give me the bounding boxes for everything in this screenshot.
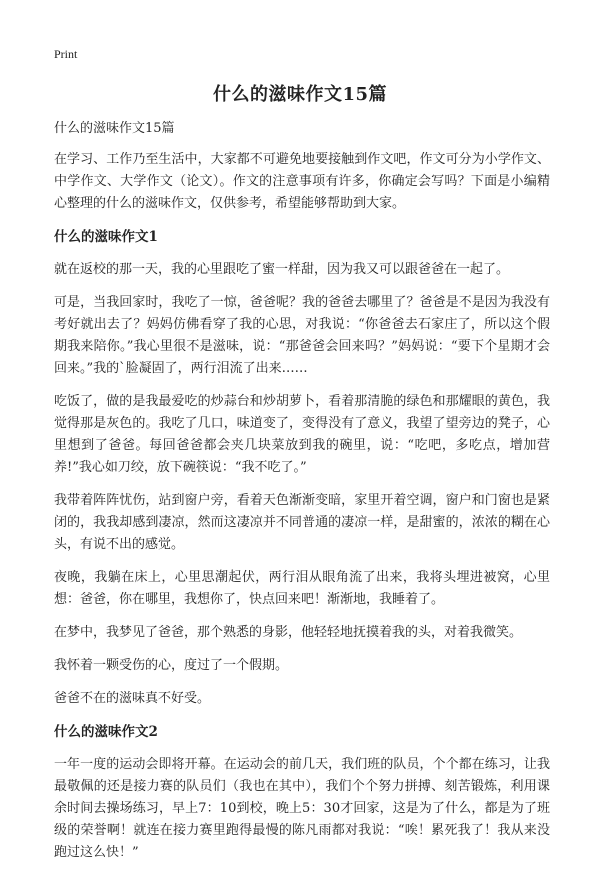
paragraph: 吃饭了，做的是我最爱吃的炒蒜台和炒胡萝卜，看着那清脆的绿色和那耀眼的黄色，我觉得那是灰色的。我吃了几口，味道变了，变得没有了意义，我望了望旁边的凳子，心里想到了爸爸。每回爸爸都会夹几块菜放到我的碗里，说：“吃吧，多吃点，增加营养!”我心如刀绞，放下碗筷说：“我不吃了。”	[54, 394, 550, 475]
article-subtitle: 什么的滋味作文15篇	[54, 121, 175, 136]
intro-paragraph: 在学习、工作乃至生活中，大家都不可避免地要接触到作文吧，作文可分为小学作文、中学作文、大学作文（论文）。作文的注意事项有许多，你确定会写吗？下面是小编精心整理的什么的滋味作文，仅供参考，希望能够帮助到大家。	[54, 152, 550, 211]
section-heading-2: 什么的滋味作文2	[54, 724, 158, 740]
paragraph: 我带着阵阵忧伤，站到窗户旁，看着天色渐渐变暗，家里开着空调，窗户和门窗也是紧闭的，我我却感到凄凉，然而这凄凉并不同普通的凄凉一样，是甜蜜的，浓浓的糊在心头，有说不出的感觉。	[54, 493, 550, 552]
article-body	[54, 118, 550, 875]
paragraph: 可是，当我回家时，我吃了一惊，爸爸呢？我的爸爸去哪里了？爸爸是不是因为我没有考好就出去了？妈妈仿佛看穿了我的心思，对我说：“你爸爸去石家庄了，所以这个假期我来陪你。”我心里很不是滋味，说：“那爸爸会回来吗？”妈妈说：“要下个星期才会回来。”我的`脸凝固了，两行泪流了出来……	[54, 295, 550, 376]
paragraph: 爸爸不在的滋味真不好受。	[54, 691, 211, 706]
print-link[interactable]: Print	[54, 47, 78, 61]
paragraph: 在梦中，我梦见了爸爸，那个熟悉的身影，他轻轻地抚摸着我的头，对着我微笑。	[54, 625, 523, 640]
paragraph: 夜晚，我躺在床上，心里思潮起伏，两行泪从眼角流了出来，我将头埋进被窝，心里想：爸爸，你在哪里，我想你了，快点回来吧！渐渐地，我睡着了。	[54, 570, 550, 607]
page-title: 什么的滋味作文15篇	[212, 84, 388, 105]
paragraph: 我怀着一颗受伤的心，度过了一个假期。	[54, 658, 289, 673]
paragraph: 一年一度的运动会即将开幕。在运动会的前几天，我们班的队员，个个都在练习，让我最敬佩的还是接力赛的队员们（我也在其中），我们个个努力拼搏、刻苦锻炼，利用课余时间去操场练习，早上7：10到校，晚上5：30才回家，这是为了什么，都是为了班级的荣誉啊！就连在接力赛里跑得最慢的陈凡雨都对我说：“唉！累死我了！我从来没跑过这么快！”	[54, 757, 550, 860]
section-heading-1: 什么的滋味作文1	[54, 229, 158, 245]
paragraph: 就在返校的那一天，我的心里跟吃了蜜一样甜，因为我又可以跟爸爸在一起了。	[54, 262, 510, 277]
